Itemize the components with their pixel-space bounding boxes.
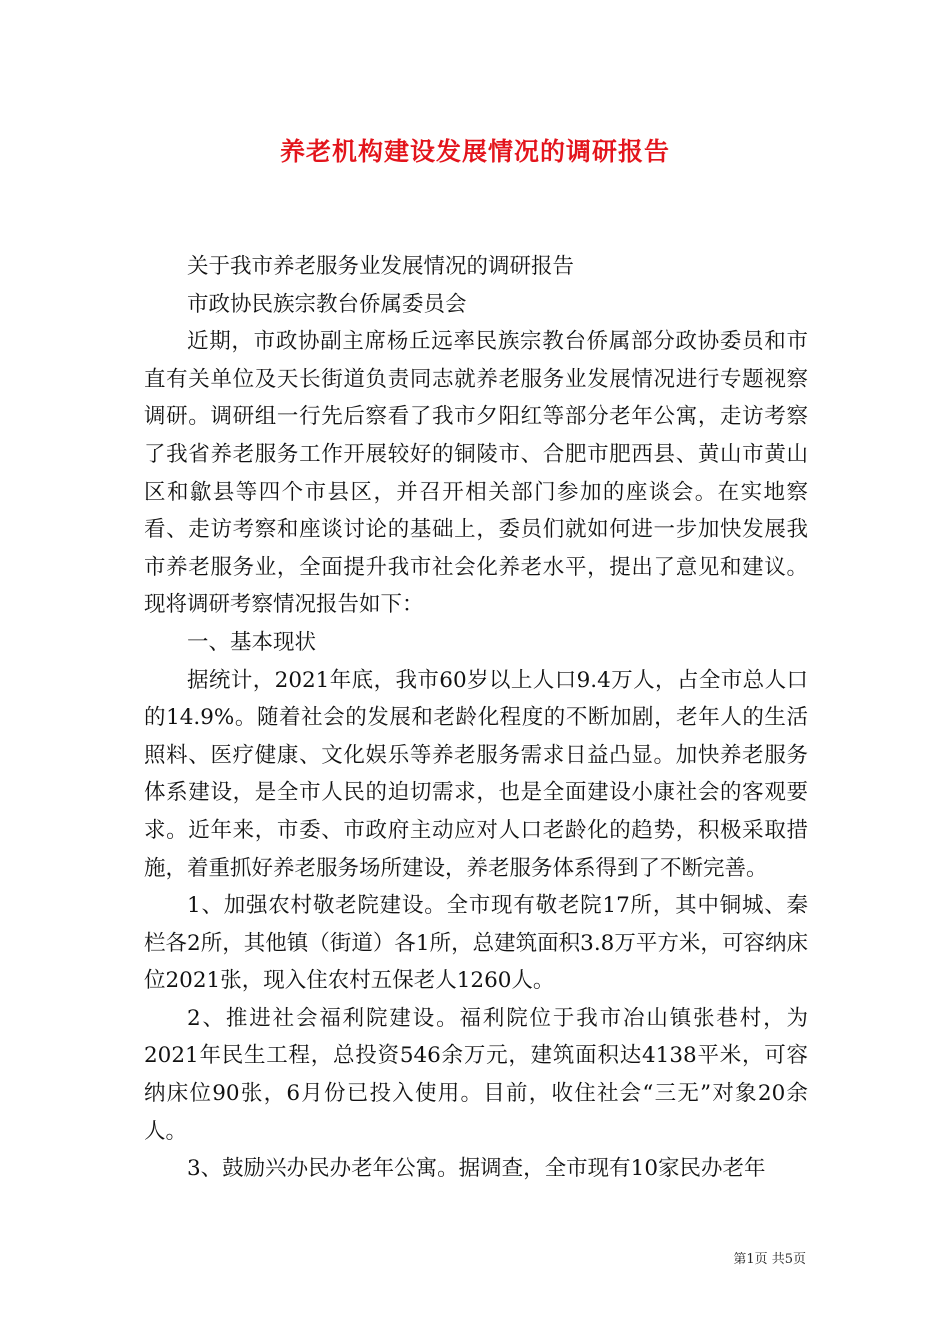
body-paragraph: 1、加强农村敬老院建设。全市现有敬老院17所，其中铜城、秦栏各2所，其他镇（街道）各1所，总建筑面积3.8万平方米，可容纳床位2021张，现入住农村五保老人1260人。 (144, 893, 808, 994)
section-heading: 一、基本现状 (187, 629, 317, 655)
page-number: 第1页 共5页 (733, 1252, 806, 1267)
author-line: 市政协民族宗教台侨属委员会 (187, 291, 467, 317)
page-title: 养老机构建设发展情况的调研报告 (279, 137, 670, 166)
report-subtitle: 关于我市养老服务业发展情况的调研报告 (187, 254, 575, 279)
body-paragraph: 近期，市政协副主席杨丘远率民族宗教台侨属部分政协委员和市直有关单位及天长街道负责同志就养老服务业发展情况进行专题视察调研。调研组一行先后察看了我市夕阳红等部分老年公寓，走访考察了我省养老服务工作开展较好的铜陵市、合肥市肥西县、黄山市黄山区和歙县等四个市县区，并召开相关部门参加的座谈会。在实地察看、走访考察和座谈讨论的基础上，委员们就如何进一步加快发展我市养老服务业，全面提升我市社会化养老水平，提出了意见和建议。现将调研考察情况报告如下： (144, 329, 808, 618)
body-paragraph: 2、推进社会福利院建设。福利院位于我市冶山镇张巷村，为2021年民生工程，总投资546余万元，建筑面积达4138平米，可容纳床位90张，6月份已投入使用。目前，收住社会“三无”对象20余人。 (144, 1005, 808, 1144)
body-paragraph: 3、鼓励兴办民办老年公寓。据调查，全市现有10家民办老年 (187, 1156, 766, 1182)
document-body (144, 248, 808, 1188)
body-paragraph: 据统计，2021年底，我市60岁以上人口9.4万人，占全市总人口的14.9%。随着社会的发展和老龄化程度的不断加剧，老年人的生活照料、医疗健康、文化娱乐等养老服务需求日益凸显。加快养老服务体系建设，是全市人民的迫切需求，也是全面建设小康社会的客观要求。近年来，市委、市政府主动应对人口老龄化的趋势，积极采取措施，着重抓好养老服务场所建设，养老服务体系得到了不断完善。 (144, 667, 808, 881)
